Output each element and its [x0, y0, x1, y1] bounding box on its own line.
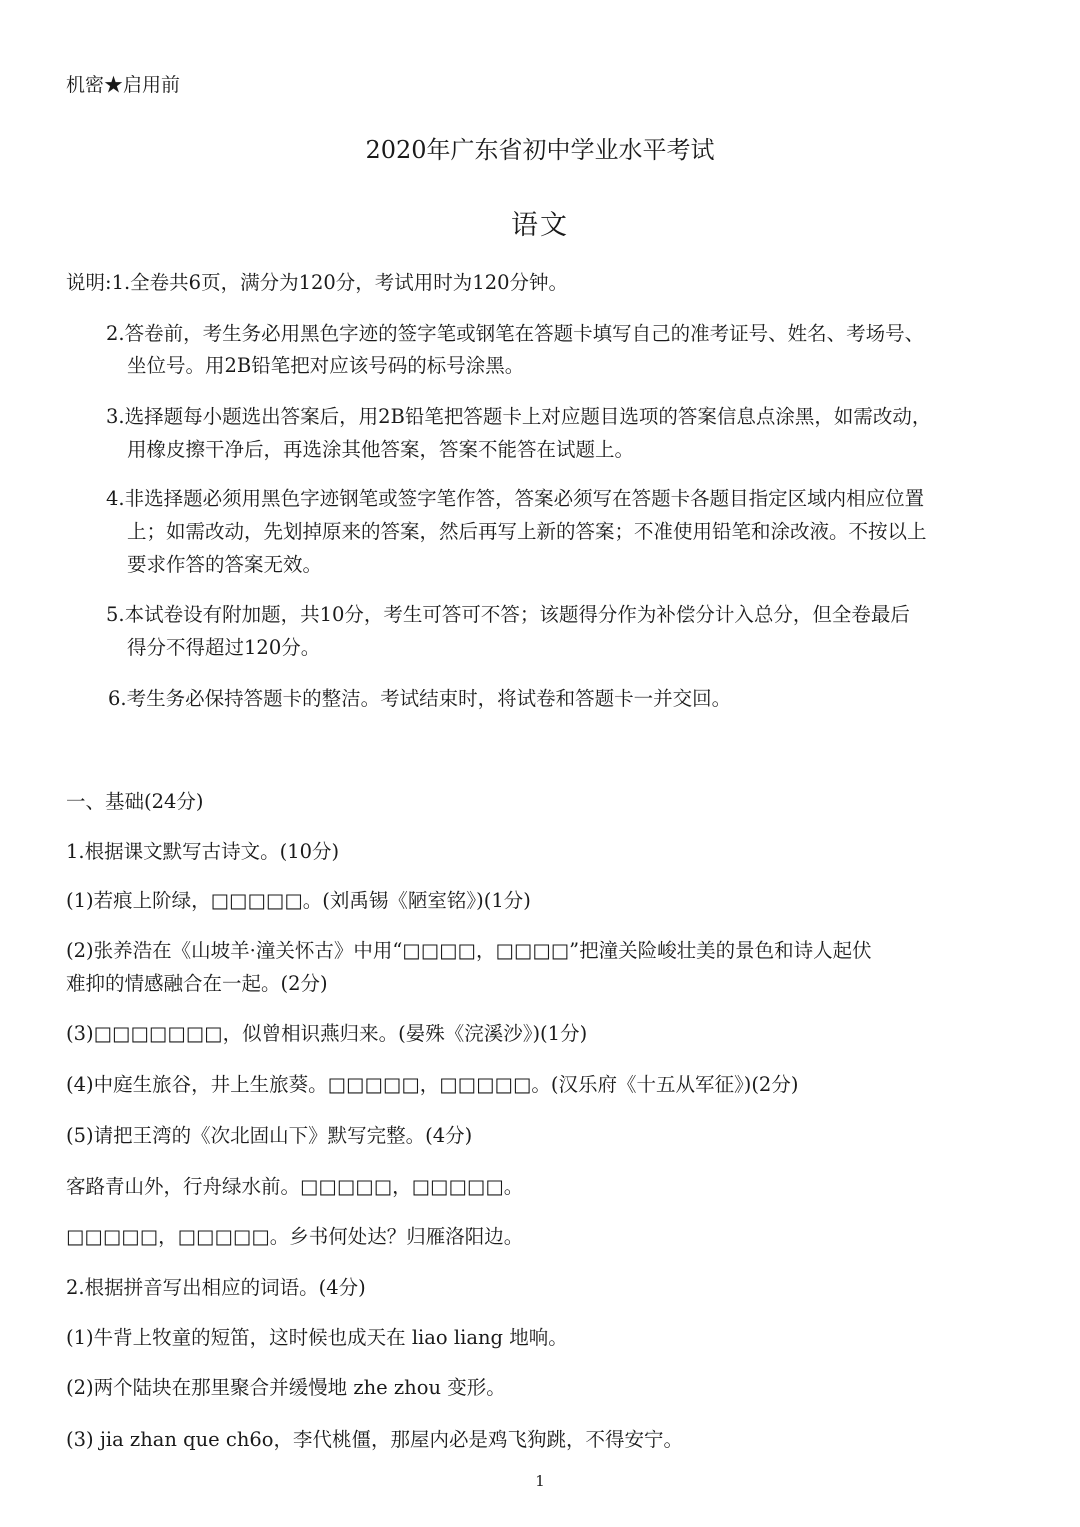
question-line: (4)中庭生旅谷，井上生旅葵。□□□□□，□□□□□。(汉乐府《十五从军征》)(2分)	[66, 1073, 799, 1096]
instruction-line: 说明:1.全卷共6页，满分为120分，考试用时为120分钟。	[66, 271, 569, 294]
question-line: (3) jia zhan que ch6o，李代桃僵，那屋内必是鸡飞狗跳，不得安宁。	[66, 1428, 684, 1451]
question-line: (1)若痕上阶绿，□□□□□。(刘禹锡《陋室铭》)(1分)	[66, 889, 531, 912]
instruction-line: 上；如需改动，先划掉原来的答案，然后再写上新的答案；不准使用铅笔和涂改液。不按以上	[127, 520, 927, 543]
question-line: (1)牛背上牧童的短笛，这时候也成天在 liao liang 地响。	[66, 1326, 568, 1349]
question-line: 2.根据拼音写出相应的词语。(4分)	[66, 1276, 366, 1299]
instruction-line: 2.答卷前，考生务必用黑色字迹的签字笔或钢笔在答题卡填写自己的准考证号、姓名、考场号、	[106, 322, 925, 345]
question-line: 难抑的情感融合在一起。(2分)	[66, 972, 328, 995]
exam-title: 2020年广东省初中学业水平考试	[365, 136, 715, 164]
instruction-line: 要求作答的答案无效。	[127, 553, 323, 576]
page-number: 1	[535, 1472, 545, 1490]
section-heading: 一、基础(24分)	[66, 790, 204, 813]
question-line: (3)□□□□□□□，似曾相识燕归来。(晏殊《浣溪沙》)(1分)	[66, 1022, 588, 1045]
question-line: 客路青山外，行舟绿水前。□□□□□，□□□□□。	[66, 1175, 524, 1198]
instruction-line: 用橡皮擦干净后，再选涂其他答案，答案不能答在试题上。	[127, 438, 635, 461]
question-line: □□□□□，□□□□□。乡书何处达？归雁洛阳边。	[66, 1225, 524, 1248]
instruction-line: 6.考生务必保持答题卡的整洁。考试结束时，将试卷和答题卡一并交回。	[108, 687, 732, 710]
instruction-line: 4.非选择题必须用黑色字迹钢笔或签字笔作答，答案必须写在答题卡各题目指定区域内相应位置	[106, 487, 925, 510]
confidential-label: 机密★启用前	[66, 74, 181, 96]
instruction-line: 坐位号。用2B铅笔把对应该号码的标号涂黑。	[127, 354, 525, 377]
question-line: 1.根据课文默写古诗文。(10分)	[66, 840, 340, 863]
question-line: (5)请把王湾的《次北固山下》默写完整。(4分)	[66, 1124, 473, 1147]
question-line: (2)两个陆块在那里聚合并缓慢地 zhe zhou 变形。	[66, 1376, 506, 1399]
instruction-line: 3.选择题每小题选出答案后，用2B铅笔把答题卡上对应题目选项的答案信息点涂黑，如需改动，	[106, 405, 932, 428]
instruction-line: 得分不得超过120分。	[127, 636, 321, 659]
subject-title: 语文	[511, 210, 569, 241]
instruction-line: 5.本试卷设有附加题，共10分，考生可答可不答；该题得分作为补偿分计入总分，但全卷最后	[106, 603, 910, 626]
question-line: (2)张养浩在《山坡羊·潼关怀古》中用“□□□□，□□□□”把潼关险峻壮美的景色和诗人起伏	[66, 939, 872, 962]
